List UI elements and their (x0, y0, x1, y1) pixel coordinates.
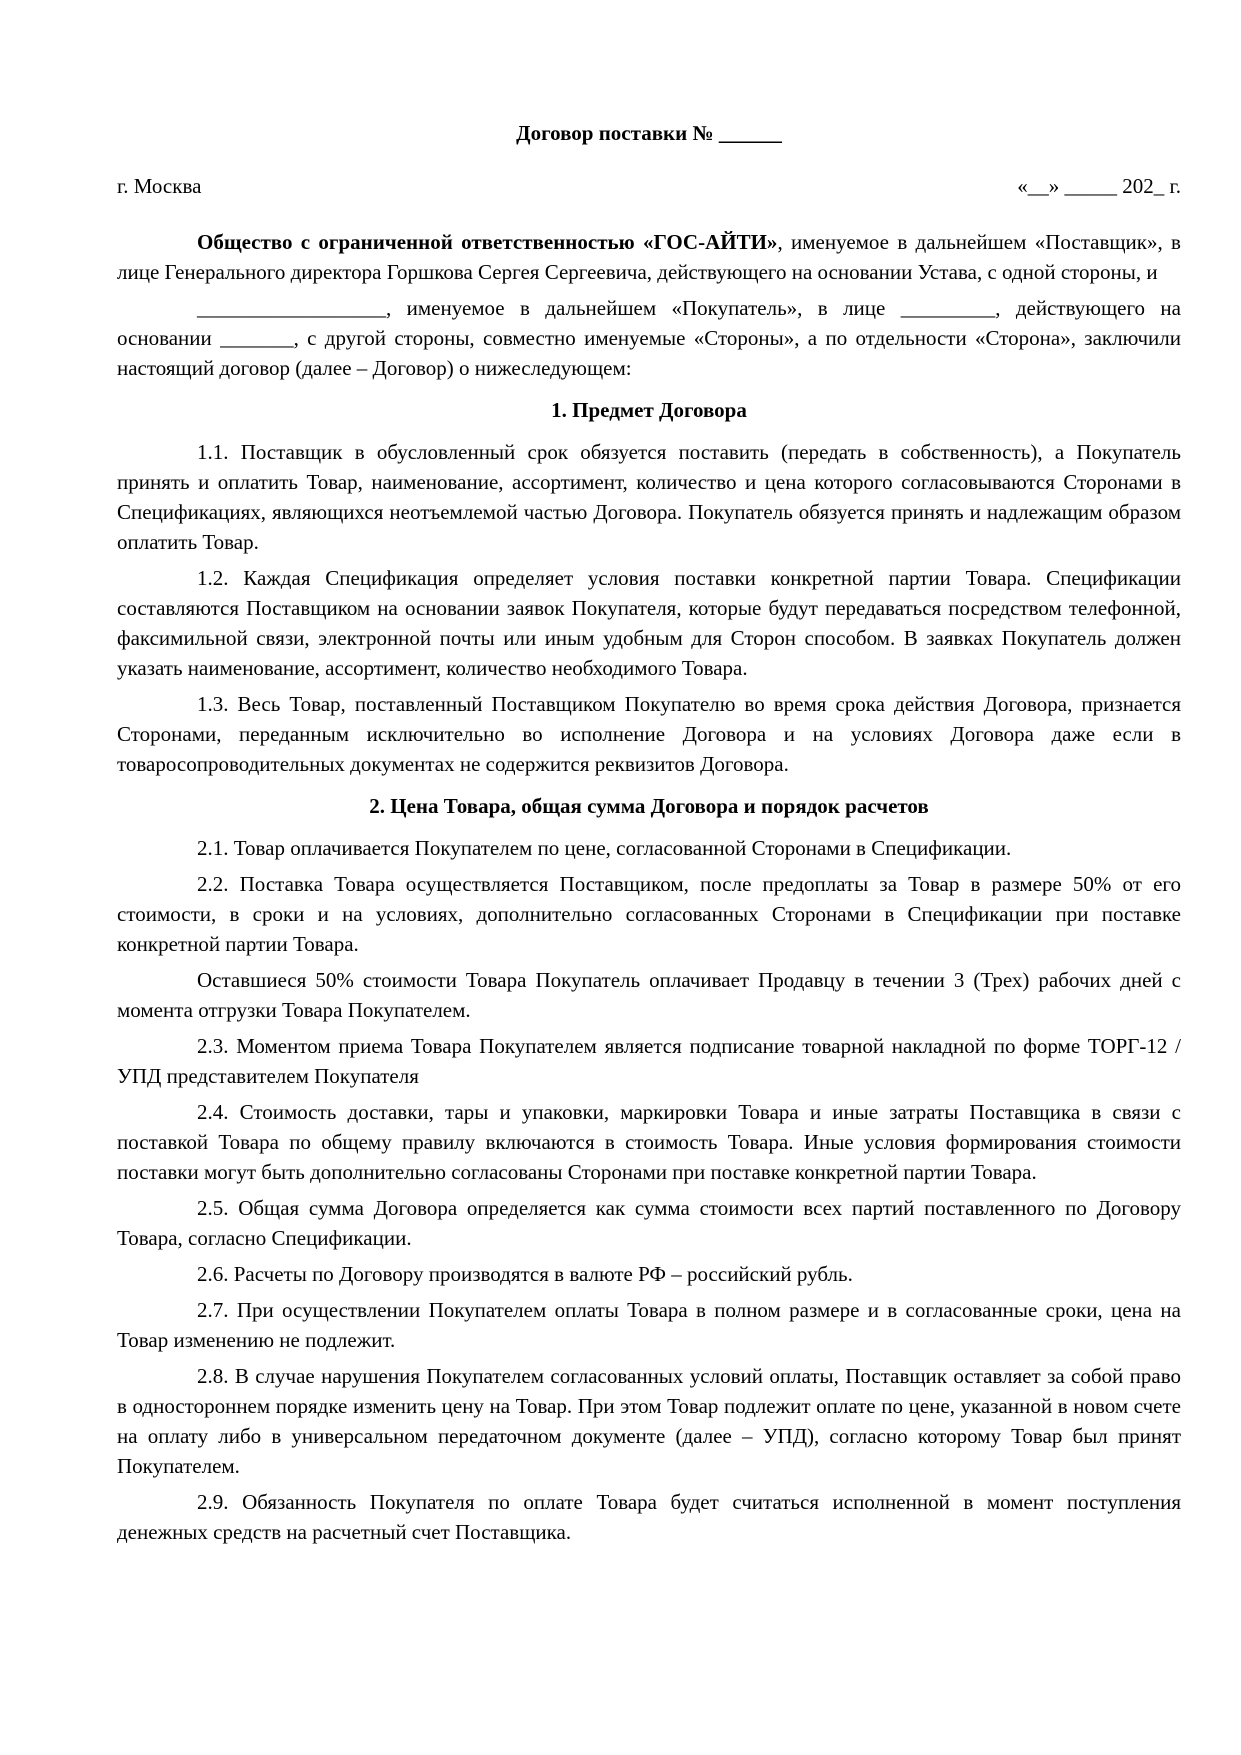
city: г. Москва (117, 174, 202, 198)
section-heading-2: 2. Цена Товара, общая сумма Договора и порядок расчетов (369, 794, 929, 818)
section-heading-1: 1. Предмет Договора (551, 398, 747, 422)
clause-2-4: 2.4. Стоимость доставки, тары и упаковки, маркировки Товара и иные затраты Поставщика в связи с поставкой Товара по общему правилу включаются в стоимость Товара. Иные условия формирования стоимости поставки могут быть дополнительно согласованы Сторонами при поставке конкретной партии Товара. (117, 1100, 1181, 1184)
clause-1-1: 1.1. Поставщик в обусловленный срок обязуется поставить (передать в собственность), а Покупатель принять и оплатить Товар, наименование, ассортимент, количество и цена которого согласовываются Сторонами в Спецификациях, являющихся неотъемлемой частью Договора. Покупатель обязуется принять и надлежащим образом оплатить Товар. (117, 440, 1181, 554)
clause-2-2-remainder: Оставшиеся 50% стоимости Товара Покупатель оплачивает Продавцу в течении 3 (Трех) рабочих дней с момента отгрузки Товара Покупателем. (117, 968, 1181, 1022)
clause-2-7: 2.7. При осуществлении Покупателем оплаты Товара в полном размере и в согласованные сроки, цена на Товар изменению не подлежит. (117, 1298, 1181, 1352)
place-date-row (117, 171, 1181, 201)
preamble-supplier (117, 227, 1181, 287)
supplier-name: Общество с ограниченной ответственностью «ГОС-АЙТИ» (197, 230, 778, 254)
clause-1-3: 1.3. Весь Товар, поставленный Поставщиком Покупателю во время срока действия Договора, признается Сторонами, переданным исключительно во исполнение Договора и на условиях Договора даже если в товаросопроводительных документах не содержится реквизитов Договора. (117, 692, 1181, 776)
clause-1-2: 1.2. Каждая Спецификация определяет условия поставки конкретной партии Товара. Спецификации составляются Поставщиком на основании заявок Покупателя, которые будут передаваться посредством телефонной, факсимильной связи, электронной почты или иным удобным для Сторон способом. В заявках Покупатель должен указать наименование, ассортимент, количество необходимого Товара. (117, 566, 1181, 680)
preamble-buyer: __________________, именуемое в дальнейшем «Покупатель», в лице _________, действующего на основании _______, с другой стороны, совместно именуемые «Стороны», а по отдельности «Сторона», заключили настоящий договор (далее – Договор) о нижеследующем: (117, 296, 1181, 380)
clause-2-3: 2.3. Моментом приема Товара Покупателем является подписание товарной накладной по форме ТОРГ-12 /УПД представителем Покупателя (117, 1034, 1181, 1088)
clause-2-8: 2.8. В случае нарушения Покупателем согласованных условий оплаты, Поставщик оставляет за собой право в одностороннем порядке изменить цену на Товар. При этом Товар подлежит оплате по цене, указанной в новом счете на оплату либо в универсальном передаточном документе (далее – УПД), согласно которому Товар был принят Покупателем. (117, 1364, 1181, 1478)
clause-2-9: 2.9. Обязанность Покупателя по оплате Товара будет считаться исполненной в момент поступления денежных средств на расчетный счет Поставщика. (117, 1490, 1181, 1544)
contract-date: «__» _____ 202_ г. (1017, 174, 1181, 198)
document-title: Договор поставки № ______ (516, 121, 782, 145)
clause-2-5: 2.5. Общая сумма Договора определяется как сумма стоимости всех партий поставленного по Договору Товара, согласно Спецификации. (117, 1196, 1181, 1250)
clause-2-6: 2.6. Расчеты по Договору производятся в валюте РФ – российский рубль. (197, 1262, 853, 1286)
clause-2-1: 2.1. Товар оплачивается Покупателем по цене, согласованной Сторонами в Спецификации. (197, 836, 1012, 860)
supplier-details: , именуемое в дальнейшем «Поставщик», в лице Генерального директора Горшкова Сергея Сергеевича, действующего на основании Устава, с одной стороны, и (117, 230, 1181, 284)
document-page (117, 118, 1181, 1547)
clause-2-2: 2.2. Поставка Товара осуществляется Поставщиком, после предоплаты за Товар в размере 50% от его стоимости, в сроки и на условиях, дополнительно согласованных Сторонами в Спецификации при поставке конкретной партии Товара. (117, 872, 1181, 956)
